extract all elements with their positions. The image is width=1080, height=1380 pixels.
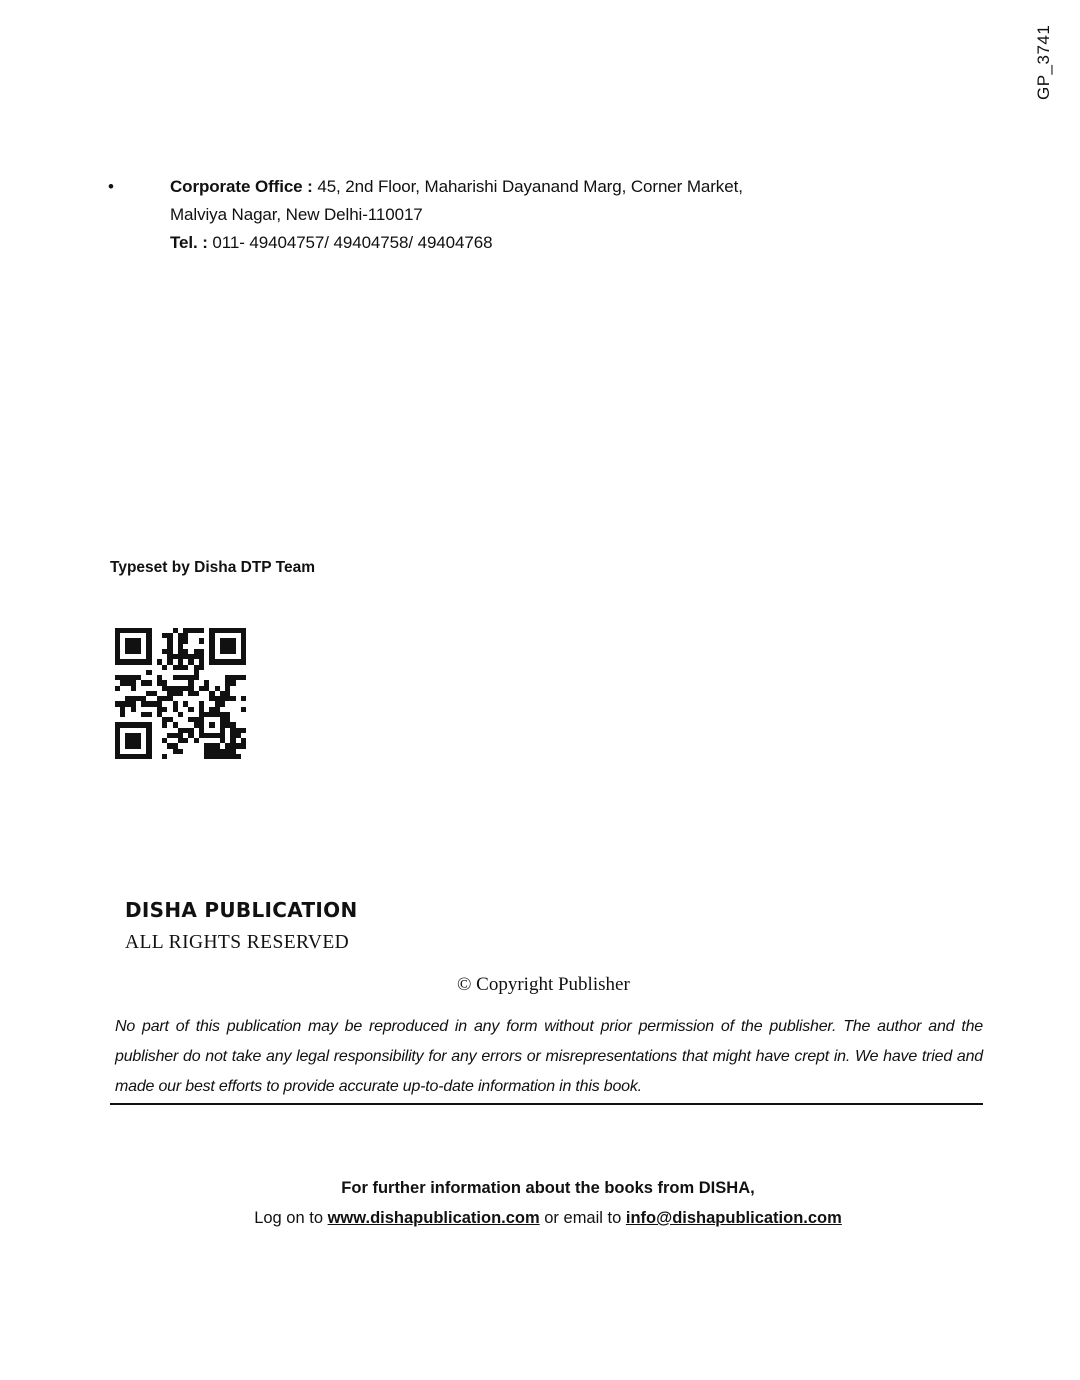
address-street: 45, 2nd Floor, Maharishi Dayanand Marg, Corner Market, <box>312 177 743 196</box>
publisher-name: DISHA PUBLICATION <box>125 898 358 922</box>
all-rights-reserved: ALL RIGHTS RESERVED <box>125 932 350 953</box>
disclaimer-text: No part of this publication may be reproduced in any form without prior permission of the publisher. The author and the publisher do not take any legal responsibility for any errors or misrepresentations that might have crept in. We have tried and made our best efforts to provide accurate up-to-date information in this book. <box>115 1018 983 1095</box>
typeset-credit: Typeset by Disha DTP Team <box>110 559 316 576</box>
document-code: GP_3741 <box>1034 24 1053 100</box>
horizontal-divider <box>110 1103 983 1105</box>
footer-links <box>0 1209 1080 1228</box>
qr-code-icon <box>115 628 246 759</box>
telephone-line <box>170 233 492 253</box>
telephone-label: Tel. : <box>170 233 208 252</box>
website-link[interactable]: www.dishapublication.com <box>327 1209 540 1227</box>
footer-prefix: Log on to <box>254 1209 328 1227</box>
address-line-2: Malviya Nagar, New Delhi-110017 <box>170 205 423 224</box>
email-link[interactable]: info@dishapublication.com <box>625 1209 842 1227</box>
footer-middle: or email to <box>539 1209 626 1227</box>
telephone-numbers: 011- 49404757/ 49404758/ 49404768 <box>207 233 493 252</box>
address-line-1 <box>170 177 743 197</box>
footer-title: For further information about the books from DISHA, <box>341 1179 755 1197</box>
corporate-office-label: Corporate Office : <box>170 177 313 196</box>
copyright-notice: © Copyright Publisher <box>457 974 630 995</box>
bullet-icon: • <box>108 177 114 196</box>
